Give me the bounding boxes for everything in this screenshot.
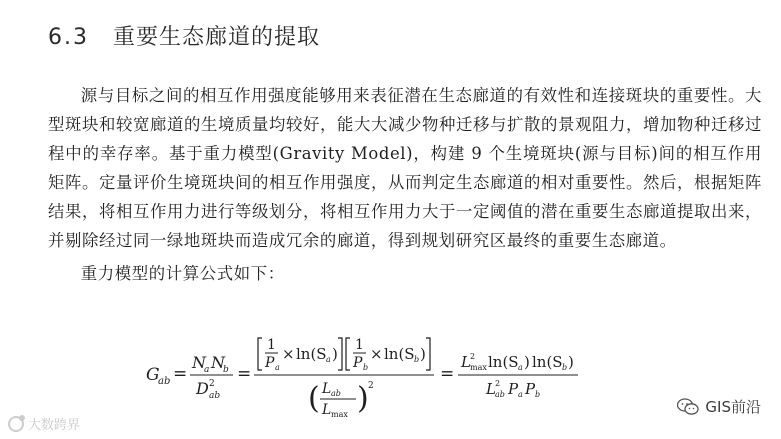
formula-pa: P [265,355,275,371]
formula-rhs-den-l-sup: 2 [495,379,501,388]
formula-d-sub: ab [209,391,221,401]
watermark-left [8,414,80,433]
formula-d-sup: 2 [209,379,215,389]
gravity-model-formula [136,328,656,420]
formula-na-sub: a [204,365,210,375]
formula-eq-3: = [440,364,455,384]
formula-sa-close: ) [332,345,338,363]
formula-lab: L [322,381,332,397]
formula-rhs-sa-sub: a [518,363,523,372]
formula-rhs-den-pb-sub: b [535,390,541,399]
body-paragraph: 源与目标之间的相互作用强度能够用来表征潜在生态廊道的有效性和连接斑块的重要性。大型斑块和较宽廊道的生境质量均较好，能大大减少物种迁移与扩散的景观阻力，增加物种迁移过程中的幸存率。基于重力模型(Gravity Model)，构建 9 个生境斑块(源与目标)间的相互作用矩阵。定量评价生境斑块间的相互作用强度，从而判定生态廊道的相对重要性。然后，根据矩阵结果，将相互作用力进行等级划分，将相互作用力大于一定阈值的潜在重要生态廊道提取出来，并剔除经过同一绿地斑块而造成冗余的廊道，得到规划研究区最终的重要生态廊道。 [48,86,762,250]
formula-svg [136,328,656,420]
formula-sb-close: ) [420,345,426,363]
formula-intro: 重力模型的计算公式如下： [80,264,285,283]
formula-lmax: L [322,402,332,418]
formula-times-2: × [370,345,383,363]
formula-nb-sub: b [223,365,229,375]
formula-lab-sub: ab [331,389,341,398]
formula-lmax-sub: max [331,410,348,419]
weibo-logo-icon [8,416,24,432]
formula-sa-sub: a [326,355,331,364]
formula-rhs-ln-sb: ln(S [532,353,563,371]
formula-paren-left: ( [308,381,320,416]
formula-sb-sub: b [414,355,420,364]
watermark-right [677,396,761,417]
formula-one-2: 1 [355,337,364,353]
formula-eq-2: = [237,364,252,384]
formula-rhs-l-sub: max [470,363,487,372]
formula-pa-sub: a [275,363,280,372]
formula-na: N [192,353,206,372]
formula-paren-sup: 2 [368,381,374,391]
formula-rhs-l: L [461,353,471,371]
formula-rhs-ln-sa: ln(S [488,353,519,371]
formula-bracket [346,338,350,370]
formula-paren-right: ) [357,381,369,416]
formula-rhs-den-pa-sub: a [518,390,523,399]
watermark-left-text: 大数跨界 [28,418,81,433]
watermark-right-text: GIS前沿 [705,398,761,416]
formula-rhs-den-pa: P [508,380,519,398]
formula-g: G [146,365,160,385]
formula-rhs-sb-sub: b [562,363,568,372]
section-title: 重要生态廊道的提取 [113,25,321,50]
formula-bracket [338,338,342,370]
formula-rhs-l-sup: 2 [470,352,476,361]
formula-rhs-den-l-sub: ab [495,390,505,399]
formula-d: D [196,379,209,398]
section-number: 6.3 [48,25,89,50]
formula-g-sub: ab [158,376,171,387]
formula-bracket [258,338,262,370]
formula-rhs-den-pb: P [525,380,536,398]
wechat-icon [677,398,699,416]
formula-times-1: × [282,345,295,363]
formula-ln-sa: ln(S [296,345,327,363]
formula-ln-sb: ln(S [384,345,415,363]
formula-nb: N [211,353,225,372]
formula-pb-sub: b [363,363,369,372]
formula-rhs-den-l: L [486,380,496,398]
formula-rhs-sa-close: ) [524,353,530,371]
formula-rhs-sb-close: ) [568,353,574,371]
formula-eq-1: = [173,364,188,384]
section-heading [48,20,759,51]
formula-one-1: 1 [267,337,276,353]
formula-bracket [426,338,430,370]
formula-pb: P [353,355,363,371]
